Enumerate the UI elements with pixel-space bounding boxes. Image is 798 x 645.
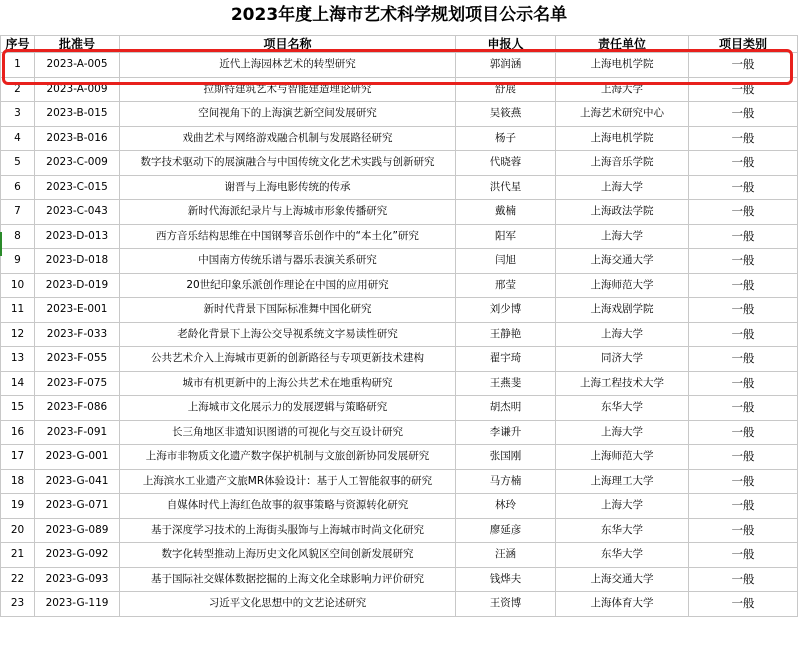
cell-applicant[interactable]: 廖延彦 <box>456 518 556 543</box>
table-row <box>1 200 798 225</box>
cell-index[interactable]: 12 <box>1 322 35 347</box>
cell-project-name[interactable]: 基于国际社交媒体数据挖掘的上海文化全球影响力评价研究 <box>120 567 456 592</box>
cell-applicant[interactable]: 刘少博 <box>456 298 556 323</box>
cell-applicant[interactable]: 舒展 <box>456 77 556 102</box>
cell-category[interactable]: 一般 <box>689 347 798 372</box>
project-table <box>0 35 798 617</box>
cell-applicant[interactable]: 吴筱燕 <box>456 102 556 127</box>
cell-approval-number[interactable]: 2023-G-119 <box>35 592 120 617</box>
header-category[interactable]: 项目类别 <box>689 36 798 53</box>
cell-applicant[interactable]: 张国刚 <box>456 445 556 470</box>
cell-approval-number[interactable]: 2023-F-055 <box>35 347 120 372</box>
cell-applicant[interactable]: 胡杰明 <box>456 396 556 421</box>
cell-project-name[interactable]: 长三角地区非遗知识图谱的可视化与交互设计研究 <box>120 420 456 445</box>
cell-category[interactable]: 一般 <box>689 567 798 592</box>
cell-category[interactable]: 一般 <box>689 126 798 151</box>
cell-approval-number[interactable]: 2023-D-013 <box>35 224 120 249</box>
cell-project-name[interactable]: 新时代背景下国际标准舞中国化研究 <box>120 298 456 323</box>
header-applicant[interactable]: 申报人 <box>456 36 556 53</box>
cell-approval-number[interactable]: 2023-C-009 <box>35 151 120 176</box>
cell-unit[interactable]: 上海交通大学 <box>556 249 689 274</box>
cell-applicant[interactable]: 杨子 <box>456 126 556 151</box>
cell-applicant[interactable]: 王燕斐 <box>456 371 556 396</box>
table-row <box>1 102 798 127</box>
cell-project-name[interactable]: 上海市非物质文化遗产数字保护机制与文旅创新协同发展研究 <box>120 445 456 470</box>
cell-approval-number[interactable]: 2023-F-086 <box>35 396 120 421</box>
cell-approval-number[interactable]: 2023-B-015 <box>35 102 120 127</box>
cell-approval-number[interactable]: 2023-D-018 <box>35 249 120 274</box>
cell-unit[interactable]: 上海政法学院 <box>556 200 689 225</box>
cell-category[interactable]: 一般 <box>689 102 798 127</box>
cell-index[interactable]: 23 <box>1 592 35 617</box>
header-unit[interactable]: 责任单位 <box>556 36 689 53</box>
cell-unit[interactable]: 上海电机学院 <box>556 53 689 78</box>
row-selection-marker <box>0 232 2 256</box>
table-body <box>1 53 798 617</box>
cell-unit[interactable]: 上海大学 <box>556 175 689 200</box>
cell-approval-number[interactable]: 2023-B-016 <box>35 126 120 151</box>
cell-applicant[interactable]: 翟宇琦 <box>456 347 556 372</box>
header-approval-number[interactable]: 批准号 <box>35 36 120 53</box>
table-row <box>1 518 798 543</box>
cell-applicant[interactable]: 马方楠 <box>456 469 556 494</box>
cell-approval-number[interactable]: 2023-A-009 <box>35 77 120 102</box>
table-row <box>1 420 798 445</box>
cell-approval-number[interactable]: 2023-E-001 <box>35 298 120 323</box>
cell-category[interactable]: 一般 <box>689 469 798 494</box>
cell-category[interactable]: 一般 <box>689 445 798 470</box>
cell-index[interactable]: 17 <box>1 445 35 470</box>
cell-category[interactable]: 一般 <box>689 273 798 298</box>
cell-applicant[interactable]: 戴楠 <box>456 200 556 225</box>
cell-category[interactable]: 一般 <box>689 420 798 445</box>
cell-applicant[interactable]: 王资博 <box>456 592 556 617</box>
table-row <box>1 53 798 78</box>
cell-unit[interactable]: 上海艺术研究中心 <box>556 102 689 127</box>
table-row <box>1 592 798 617</box>
cell-approval-number[interactable]: 2023-A-005 <box>35 53 120 78</box>
cell-index[interactable]: 15 <box>1 396 35 421</box>
header-index[interactable]: 序号 <box>1 36 35 53</box>
cell-applicant[interactable]: 阳军 <box>456 224 556 249</box>
cell-category[interactable]: 一般 <box>689 151 798 176</box>
cell-project-name[interactable]: 上海城市文化展示力的发展逻辑与策略研究 <box>120 396 456 421</box>
cell-category[interactable]: 一般 <box>689 494 798 519</box>
table-row <box>1 494 798 519</box>
table-row <box>1 249 798 274</box>
cell-project-name[interactable]: 中国南方传统乐谱与器乐表演关系研究 <box>120 249 456 274</box>
cell-approval-number[interactable]: 2023-G-089 <box>35 518 120 543</box>
table-row <box>1 543 798 568</box>
cell-approval-number[interactable]: 2023-C-015 <box>35 175 120 200</box>
cell-unit[interactable]: 上海大学 <box>556 420 689 445</box>
cell-approval-number[interactable]: 2023-G-001 <box>35 445 120 470</box>
cell-unit[interactable]: 上海大学 <box>556 494 689 519</box>
cell-applicant[interactable]: 钱烨夫 <box>456 567 556 592</box>
cell-project-name[interactable]: 西方音乐结构思维在中国钢琴音乐创作中的“本土化”研究 <box>120 224 456 249</box>
cell-unit[interactable]: 上海师范大学 <box>556 445 689 470</box>
cell-project-name[interactable]: 习近平文化思想中的文艺论述研究 <box>120 592 456 617</box>
cell-approval-number[interactable]: 2023-F-075 <box>35 371 120 396</box>
cell-approval-number[interactable]: 2023-G-093 <box>35 567 120 592</box>
table-row <box>1 273 798 298</box>
cell-unit[interactable]: 上海理工大学 <box>556 469 689 494</box>
cell-category[interactable]: 一般 <box>689 322 798 347</box>
cell-category[interactable]: 一般 <box>689 77 798 102</box>
cell-index[interactable]: 5 <box>1 151 35 176</box>
cell-unit[interactable]: 东华大学 <box>556 543 689 568</box>
cell-project-name[interactable]: 城市有机更新中的上海公共艺术在地重构研究 <box>120 371 456 396</box>
cell-index[interactable]: 8 <box>1 224 35 249</box>
cell-applicant[interactable]: 王静艳 <box>456 322 556 347</box>
cell-project-name[interactable]: 谢晋与上海电影传统的传承 <box>120 175 456 200</box>
cell-unit[interactable]: 上海大学 <box>556 77 689 102</box>
cell-category[interactable]: 一般 <box>689 249 798 274</box>
cell-project-name[interactable]: 拉斯特建筑艺术与智能建造理论研究 <box>120 77 456 102</box>
cell-project-name[interactable]: 基于深度学习技术的上海街头服饰与上海城市时尚文化研究 <box>120 518 456 543</box>
table-row <box>1 298 798 323</box>
cell-project-name[interactable]: 上海滨水工业遗产文旅MR体验设计：基于人工智能叙事的研究 <box>120 469 456 494</box>
table-row <box>1 567 798 592</box>
cell-category[interactable]: 一般 <box>689 396 798 421</box>
cell-unit[interactable]: 上海大学 <box>556 224 689 249</box>
cell-index[interactable]: 4 <box>1 126 35 151</box>
cell-project-name[interactable]: 新时代海派纪录片与上海城市形象传播研究 <box>120 200 456 225</box>
header-row <box>1 36 798 53</box>
cell-category[interactable]: 一般 <box>689 592 798 617</box>
cell-index[interactable]: 1 <box>1 53 35 78</box>
cell-project-name[interactable]: 数字化转型推动上海历史文化风貌区空间创新发展研究 <box>120 543 456 568</box>
table-row <box>1 371 798 396</box>
cell-approval-number[interactable]: 2023-F-033 <box>35 322 120 347</box>
table-row <box>1 445 798 470</box>
cell-category[interactable]: 一般 <box>689 53 798 78</box>
cell-project-name[interactable]: 数字技术驱动下的展演融合与中国传统文化艺术实践与创新研究 <box>120 151 456 176</box>
cell-category[interactable]: 一般 <box>689 543 798 568</box>
cell-applicant[interactable]: 闫旭 <box>456 249 556 274</box>
cell-project-name[interactable]: 空间视角下的上海演艺新空间发展研究 <box>120 102 456 127</box>
cell-index[interactable]: 3 <box>1 102 35 127</box>
cell-approval-number[interactable]: 2023-F-091 <box>35 420 120 445</box>
cell-index[interactable]: 16 <box>1 420 35 445</box>
table-row <box>1 469 798 494</box>
cell-unit[interactable]: 上海交通大学 <box>556 567 689 592</box>
cell-category[interactable]: 一般 <box>689 224 798 249</box>
table-row <box>1 151 798 176</box>
cell-project-name[interactable]: 20世纪印象乐派创作理论在中国的应用研究 <box>120 273 456 298</box>
table-row <box>1 126 798 151</box>
cell-approval-number[interactable]: 2023-G-092 <box>35 543 120 568</box>
cell-index[interactable]: 7 <box>1 200 35 225</box>
cell-unit[interactable]: 上海大学 <box>556 322 689 347</box>
table-row <box>1 175 798 200</box>
cell-project-name[interactable]: 公共艺术介入上海城市更新的创新路径与专项更新技术建构 <box>120 347 456 372</box>
header-project-name[interactable]: 项目名称 <box>120 36 456 53</box>
cell-category[interactable]: 一般 <box>689 298 798 323</box>
cell-project-name[interactable]: 戏曲艺术与网络游戏融合机制与发展路径研究 <box>120 126 456 151</box>
cell-unit[interactable]: 上海戏剧学院 <box>556 298 689 323</box>
table-row <box>1 77 798 102</box>
cell-project-name[interactable]: 老龄化背景下上海公交导视系统文字易读性研究 <box>120 322 456 347</box>
cell-index[interactable]: 21 <box>1 543 35 568</box>
cell-category[interactable]: 一般 <box>689 200 798 225</box>
cell-category[interactable]: 一般 <box>689 518 798 543</box>
cell-unit[interactable]: 同济大学 <box>556 347 689 372</box>
cell-approval-number[interactable]: 2023-D-019 <box>35 273 120 298</box>
table-row <box>1 347 798 372</box>
cell-approval-number[interactable]: 2023-G-041 <box>35 469 120 494</box>
cell-index[interactable]: 22 <box>1 567 35 592</box>
cell-category[interactable]: 一般 <box>689 371 798 396</box>
cell-index[interactable]: 6 <box>1 175 35 200</box>
cell-approval-number[interactable]: 2023-C-043 <box>35 200 120 225</box>
cell-applicant[interactable]: 李谦升 <box>456 420 556 445</box>
cell-approval-number[interactable]: 2023-G-071 <box>35 494 120 519</box>
cell-unit[interactable]: 上海工程技术大学 <box>556 371 689 396</box>
cell-unit[interactable]: 东华大学 <box>556 518 689 543</box>
cell-unit[interactable]: 上海体育大学 <box>556 592 689 617</box>
cell-unit[interactable]: 上海电机学院 <box>556 126 689 151</box>
page-title: 2023年度上海市艺术科学规划项目公示名单 <box>230 5 568 25</box>
cell-applicant[interactable]: 汪涵 <box>456 543 556 568</box>
cell-index[interactable]: 2 <box>1 77 35 102</box>
cell-project-name[interactable]: 自媒体时代上海红色故事的叙事策略与资源转化研究 <box>120 494 456 519</box>
table-row <box>1 396 798 421</box>
cell-unit[interactable]: 上海师范大学 <box>556 273 689 298</box>
cell-applicant[interactable]: 郭润涵 <box>456 53 556 78</box>
cell-applicant[interactable]: 林玲 <box>456 494 556 519</box>
cell-unit[interactable]: 东华大学 <box>556 396 689 421</box>
cell-index[interactable]: 11 <box>1 298 35 323</box>
cell-index[interactable]: 14 <box>1 371 35 396</box>
cell-category[interactable]: 一般 <box>689 175 798 200</box>
cell-applicant[interactable]: 邢莹 <box>456 273 556 298</box>
cell-unit[interactable]: 上海音乐学院 <box>556 151 689 176</box>
cell-index[interactable]: 9 <box>1 249 35 274</box>
cell-project-name[interactable]: 近代上海园林艺术的转型研究 <box>120 53 456 78</box>
cell-index[interactable]: 20 <box>1 518 35 543</box>
table-row <box>1 322 798 347</box>
cell-index[interactable]: 19 <box>1 494 35 519</box>
cell-index[interactable]: 10 <box>1 273 35 298</box>
cell-applicant[interactable]: 代晓蓉 <box>456 151 556 176</box>
cell-applicant[interactable]: 洪代星 <box>456 175 556 200</box>
cell-index[interactable]: 13 <box>1 347 35 372</box>
table-row <box>1 224 798 249</box>
cell-index[interactable]: 18 <box>1 469 35 494</box>
